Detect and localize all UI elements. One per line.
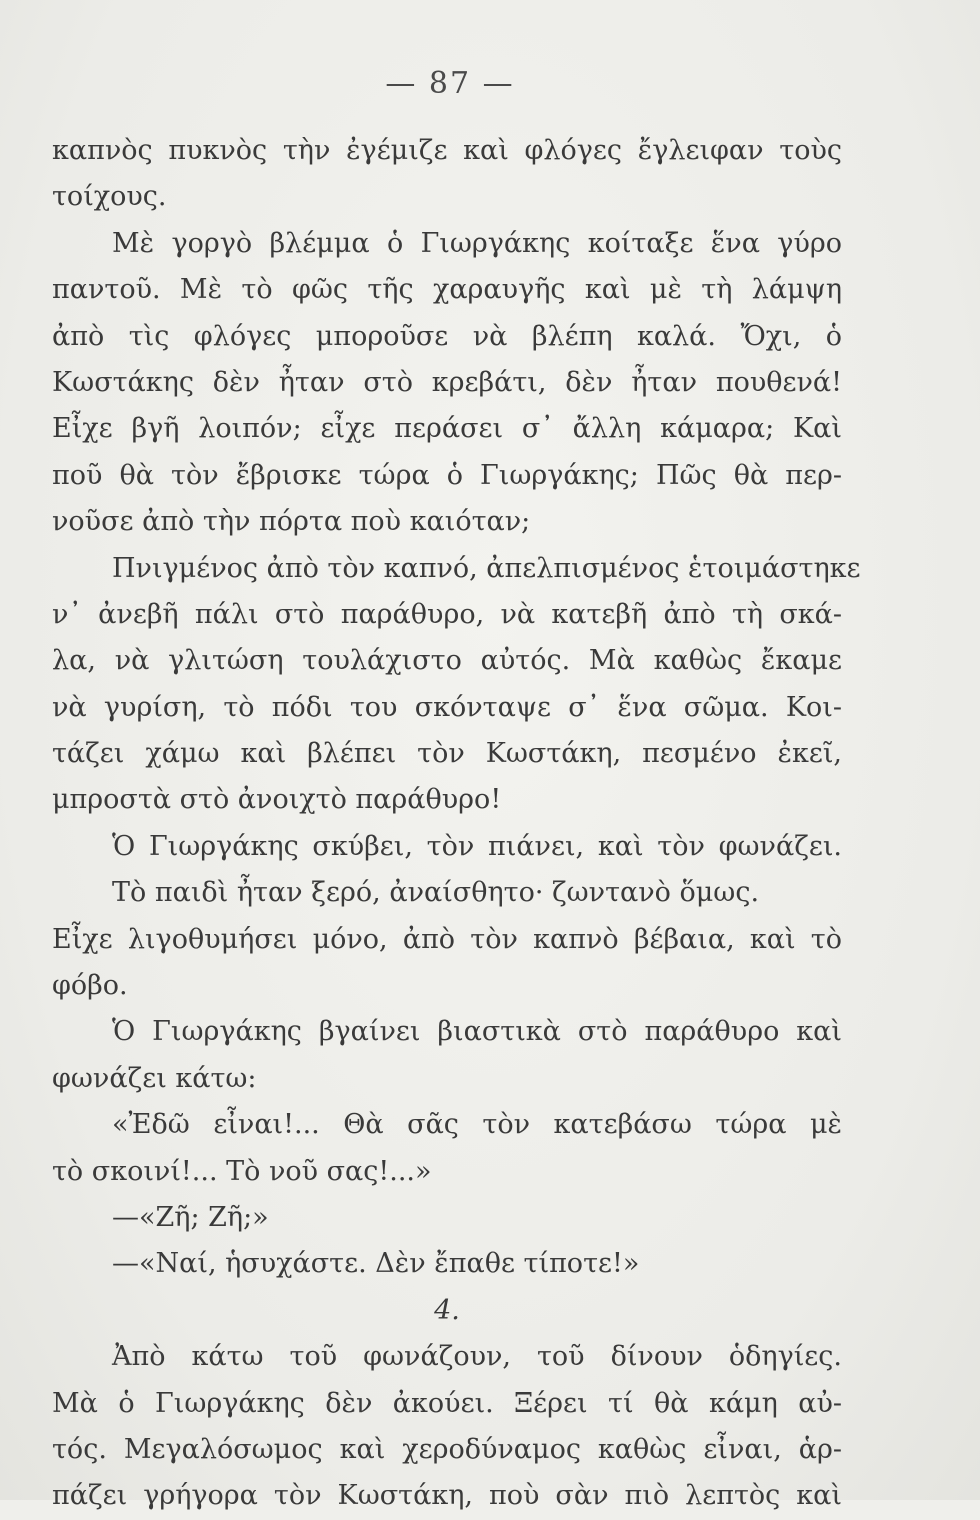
dialogue-line: —«Ζῆ; Ζῆ;» [112, 1201, 269, 1233]
text-line: ποῦ θὰ τὸν ἔβρισκε τώρα ὁ Γιωργάκης; Πῶς θὰ περ- [52, 459, 842, 491]
paragraph-start-line: Ἀπὸ κάτω τοῦ φωνάζουν, τοῦ δίνουν ὁδηγίες. [112, 1341, 842, 1373]
text-line: Κωστάκης δὲν ἦταν στὸ κρεβάτι, δὲν ἦταν πουθενά! [52, 366, 842, 398]
paragraph-start-line: Τὸ παιδὶ ἦταν ξερό, ἀναίσθητο· ζωντανὸ ὅμως. [112, 877, 760, 909]
text-line: λα, νὰ γλιτώση τουλάχιστο αὐτός. Μὰ καθὼς ἔκαμε [52, 645, 842, 677]
paragraph-start-line: Πνιγμένος ἀπὸ τὸν καπνό, ἀπελπισμένος ἑτοιμάστηκε [112, 552, 861, 584]
section-number: 4. [434, 1294, 460, 1326]
text-line: ἀπὸ τὶς φλόγες μποροῦσε νὰ βλέπη καλά. Ὄχι, ὁ [52, 320, 842, 352]
paragraph-start-line: Ὁ Γιωργάκης σκύβει, τὸν πιάνει, καὶ τὸν φωνάζει. [112, 830, 842, 862]
text-line: Εἶχε λιγοθυμήσει μόνο, ἀπὸ τὸν καπνὸ βέβαια, καὶ τὸ [52, 923, 842, 955]
text-line: παντοῦ. Μὲ τὸ φῶς τῆς χαραυγῆς καὶ μὲ τὴ λάμψη [52, 274, 842, 306]
page-number: — 87 — [385, 66, 515, 101]
text-line: τοίχους. [52, 181, 167, 213]
text-line: τός. Μεγαλόσωμος καὶ χεροδύναμος καθὼς εἶναι, ἁρ- [52, 1433, 842, 1465]
text-line: Μὰ ὁ Γιωργάκης δὲν ἀκούει. Ξέρει τί θὰ κάμη αὐ- [52, 1387, 842, 1419]
text-line: φόβο. [52, 970, 128, 1002]
text-line: νοῦσε ἀπὸ τὴν πόρτα ποὺ καιόταν; [52, 506, 531, 538]
text-line: καπνὸς πυκνὸς τὴν ἐγέμιζε καὶ φλόγες ἔγλειφαν τοὺς [52, 135, 842, 166]
dialogue-line: τὸ σκοινί!... Τὸ νοῦ σας!...» [52, 1155, 432, 1187]
text-line: ν᾽ ἀνεβῆ πάλι στὸ παράθυρο, νὰ κατεβῆ ἀπὸ τὴ σκά- [52, 598, 842, 630]
text-line: νὰ γυρίση, τὸ πόδι του σκόνταψε σ᾽ ἕνα σῶμα. Κοι- [52, 691, 842, 723]
paragraph-start-line: Ὁ Γιωργάκης βγαίνει βιαστικὰ στὸ παράθυρο καὶ [112, 1016, 842, 1048]
dialogue-line: —«Ναί, ἡσυχάστε. Δὲν ἔπαθε τίποτε!» [112, 1248, 640, 1280]
text-line: φωνάζει κάτω: [52, 1062, 257, 1094]
body-text [52, 128, 861, 1520]
paragraph-start-line: Μὲ γοργὸ βλέμμα ὁ Γιωργάκης κοίταξε ἕνα γύρο [112, 227, 842, 259]
text-line: μπροστὰ στὸ ἀνοιχτὸ παράθυρο! [52, 784, 502, 816]
text-line: τάζει χάμω καὶ βλέπει τὸν Κωστάκη, πεσμένο ἐκεῖ, [52, 738, 842, 770]
text-line: Εἶχε βγῆ λοιπόν; εἶχε περάσει σ᾽ ἄλλη κάμαρα; Καὶ [52, 413, 842, 445]
dialogue-line: «Ἐδῶ εἶναι!... Θὰ σᾶς τὸν κατεβάσω τώρα μὲ [112, 1109, 842, 1141]
text-line: πάζει γρήγορα τὸν Κωστάκη, ποὺ σὰν πιὸ λεπτὸς καὶ [52, 1480, 842, 1512]
